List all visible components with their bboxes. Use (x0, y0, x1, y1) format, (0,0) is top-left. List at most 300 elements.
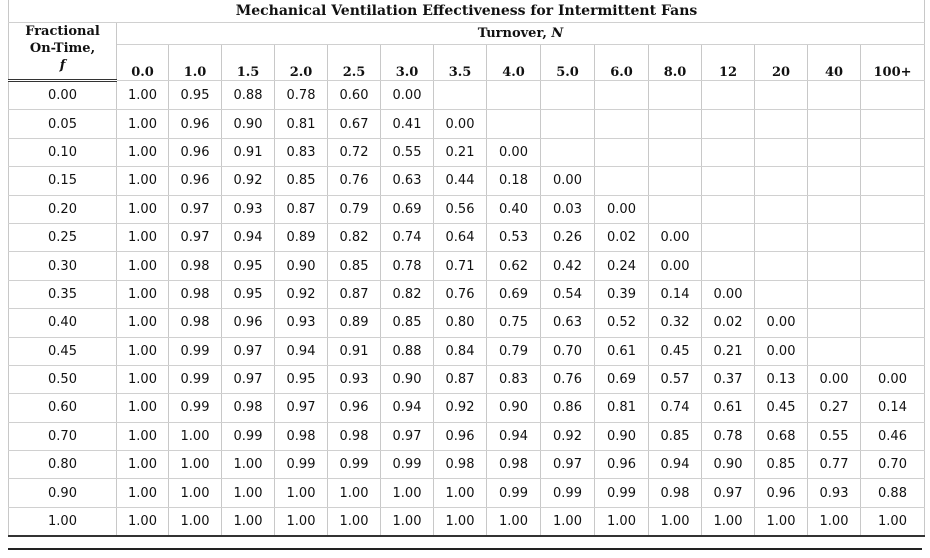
effectiveness-cell: 0.69 (595, 365, 649, 393)
effectiveness-cell: 1.00 (169, 507, 222, 536)
effectiveness-cell: 0.97 (222, 365, 275, 393)
effectiveness-cell (595, 167, 649, 195)
effectiveness-cell: 1.00 (222, 479, 275, 507)
effectiveness-cell: 0.92 (434, 394, 487, 422)
effectiveness-cell: 0.94 (222, 223, 275, 251)
effectiveness-cell: 1.00 (649, 507, 702, 536)
effectiveness-cell: 1.00 (117, 365, 169, 393)
effectiveness-cell: 0.54 (541, 280, 595, 308)
effectiveness-cell: 0.89 (328, 309, 381, 337)
effectiveness-cell: 1.00 (117, 479, 169, 507)
effectiveness-cell: 0.69 (487, 280, 541, 308)
effectiveness-cell (755, 167, 808, 195)
effectiveness-cell: 0.99 (222, 422, 275, 450)
effectiveness-cell: 1.00 (222, 451, 275, 479)
effectiveness-cell: 0.67 (328, 110, 381, 138)
fractional-on-time-cell: 0.90 (9, 479, 117, 507)
effectiveness-cell: 0.98 (275, 422, 328, 450)
bottom-rule (8, 548, 922, 550)
effectiveness-cell: 0.77 (808, 451, 861, 479)
effectiveness-cell: 0.21 (702, 337, 755, 365)
effectiveness-cell: 0.87 (328, 280, 381, 308)
effectiveness-cell: 0.13 (755, 365, 808, 393)
effectiveness-cell: 0.88 (222, 81, 275, 110)
effectiveness-cell (702, 138, 755, 166)
effectiveness-cell: 0.79 (487, 337, 541, 365)
effectiveness-cell: 0.32 (649, 309, 702, 337)
table-row (9, 138, 925, 166)
column-header: 5.0 (541, 45, 595, 81)
effectiveness-cell: 0.74 (381, 223, 434, 251)
effectiveness-cell (702, 110, 755, 138)
effectiveness-cell (649, 138, 702, 166)
table-row (9, 223, 925, 251)
effectiveness-cell: 0.44 (434, 167, 487, 195)
effectiveness-cell: 0.52 (595, 309, 649, 337)
column-header: 2.0 (275, 45, 328, 81)
effectiveness-cell: 0.95 (169, 81, 222, 110)
effectiveness-cell: 0.55 (381, 138, 434, 166)
effectiveness-cell (649, 110, 702, 138)
effectiveness-cell: 0.92 (541, 422, 595, 450)
effectiveness-cell (702, 252, 755, 280)
effectiveness-cell (861, 252, 925, 280)
effectiveness-cell: 0.00 (434, 110, 487, 138)
effectiveness-cell (861, 195, 925, 223)
effectiveness-cell: 0.55 (808, 422, 861, 450)
effectiveness-cell: 1.00 (275, 507, 328, 536)
effectiveness-cell: 0.82 (328, 223, 381, 251)
column-header: 12 (702, 45, 755, 81)
effectiveness-cell: 0.63 (541, 309, 595, 337)
effectiveness-cell: 0.99 (169, 365, 222, 393)
effectiveness-cell (808, 280, 861, 308)
effectiveness-cell (755, 81, 808, 110)
effectiveness-cell: 0.93 (328, 365, 381, 393)
effectiveness-cell: 0.93 (275, 309, 328, 337)
effectiveness-cell: 0.92 (275, 280, 328, 308)
effectiveness-cell: 0.80 (434, 309, 487, 337)
effectiveness-cell: 1.00 (541, 507, 595, 536)
effectiveness-cell (808, 138, 861, 166)
effectiveness-cell: 0.98 (434, 451, 487, 479)
effectiveness-cell: 0.90 (275, 252, 328, 280)
effectiveness-cell: 0.68 (755, 422, 808, 450)
effectiveness-cell: 0.60 (328, 81, 381, 110)
effectiveness-cell: 0.99 (487, 479, 541, 507)
effectiveness-cell: 1.00 (275, 479, 328, 507)
column-header: 3.5 (434, 45, 487, 81)
table-row (9, 337, 925, 365)
effectiveness-cell: 0.84 (434, 337, 487, 365)
turnover-symbol: N (551, 26, 564, 41)
effectiveness-cell: 0.98 (328, 422, 381, 450)
effectiveness-cell: 0.98 (649, 479, 702, 507)
effectiveness-cell: 0.98 (487, 451, 541, 479)
effectiveness-cell: 0.97 (222, 337, 275, 365)
table-row (9, 81, 925, 110)
column-header: 3.0 (381, 45, 434, 81)
effectiveness-cell: 0.88 (381, 337, 434, 365)
effectiveness-cell (808, 110, 861, 138)
effectiveness-cell: 0.00 (755, 337, 808, 365)
effectiveness-cell: 0.97 (541, 451, 595, 479)
effectiveness-cell (861, 309, 925, 337)
effectiveness-cell: 0.99 (169, 337, 222, 365)
effectiveness-cell: 0.96 (755, 479, 808, 507)
effectiveness-cell: 1.00 (117, 394, 169, 422)
effectiveness-cell: 0.99 (169, 394, 222, 422)
effectiveness-cell: 0.99 (328, 451, 381, 479)
effectiveness-cell: 1.00 (117, 451, 169, 479)
effectiveness-cell: 1.00 (755, 507, 808, 536)
effectiveness-cell: 1.00 (487, 507, 541, 536)
fractional-on-time-cell: 0.40 (9, 309, 117, 337)
effectiveness-cell: 1.00 (117, 167, 169, 195)
effectiveness-cell (861, 337, 925, 365)
effectiveness-cell: 0.96 (328, 394, 381, 422)
effectiveness-cell: 0.90 (702, 451, 755, 479)
effectiveness-cell: 1.00 (169, 451, 222, 479)
fractional-on-time-cell: 0.10 (9, 138, 117, 166)
effectiveness-cell: 0.98 (169, 280, 222, 308)
effectiveness-cell (861, 223, 925, 251)
effectiveness-cell: 1.00 (117, 138, 169, 166)
effectiveness-cell (808, 309, 861, 337)
effectiveness-cell (808, 167, 861, 195)
column-header: 4.0 (487, 45, 541, 81)
effectiveness-cell: 1.00 (117, 252, 169, 280)
effectiveness-cell (755, 280, 808, 308)
effectiveness-cell: 1.00 (222, 507, 275, 536)
corner-line1: Fractional (25, 24, 100, 39)
effectiveness-cell: 0.24 (595, 252, 649, 280)
fractional-on-time-cell: 0.50 (9, 365, 117, 393)
effectiveness-cell: 0.61 (702, 394, 755, 422)
effectiveness-cell: 0.00 (808, 365, 861, 393)
effectiveness-cell: 0.95 (222, 252, 275, 280)
effectiveness-cell (755, 195, 808, 223)
effectiveness-cell (595, 110, 649, 138)
turnover-label: Turnover, (477, 26, 552, 41)
effectiveness-cell: 0.71 (434, 252, 487, 280)
effectiveness-cell: 0.79 (328, 195, 381, 223)
effectiveness-cell: 0.92 (222, 167, 275, 195)
effectiveness-cell: 0.64 (434, 223, 487, 251)
effectiveness-cell: 0.00 (381, 81, 434, 110)
effectiveness-cell: 0.93 (808, 479, 861, 507)
effectiveness-cell (434, 81, 487, 110)
effectiveness-cell (808, 81, 861, 110)
effectiveness-cell: 0.91 (222, 138, 275, 166)
effectiveness-cell: 0.96 (169, 110, 222, 138)
fractional-on-time-cell: 0.30 (9, 252, 117, 280)
effectiveness-cell: 0.90 (381, 365, 434, 393)
effectiveness-cell: 0.98 (169, 309, 222, 337)
effectiveness-cell: 1.00 (808, 507, 861, 536)
effectiveness-cell: 0.97 (702, 479, 755, 507)
effectiveness-cell: 0.78 (275, 81, 328, 110)
effectiveness-cell: 0.87 (434, 365, 487, 393)
fractional-on-time-cell: 0.05 (9, 110, 117, 138)
effectiveness-cell (487, 110, 541, 138)
effectiveness-cell: 0.76 (434, 280, 487, 308)
effectiveness-cell: 0.99 (541, 479, 595, 507)
table-row (9, 365, 925, 393)
effectiveness-cell: 0.21 (434, 138, 487, 166)
effectiveness-cell: 0.96 (222, 309, 275, 337)
effectiveness-cell (808, 223, 861, 251)
effectiveness-cell: 1.00 (117, 337, 169, 365)
effectiveness-cell: 0.76 (328, 167, 381, 195)
effectiveness-cell: 0.85 (328, 252, 381, 280)
effectiveness-cell: 0.91 (328, 337, 381, 365)
effectiveness-cell: 0.90 (595, 422, 649, 450)
effectiveness-cell (649, 195, 702, 223)
effectiveness-cell: 1.00 (117, 81, 169, 110)
table-row (9, 280, 925, 308)
effectiveness-cell (702, 223, 755, 251)
table-row (9, 195, 925, 223)
fractional-on-time-header (9, 23, 117, 81)
effectiveness-cell (702, 167, 755, 195)
effectiveness-cell: 0.41 (381, 110, 434, 138)
column-header: 2.5 (328, 45, 381, 81)
effectiveness-cell: 0.70 (861, 451, 925, 479)
effectiveness-cell: 1.00 (434, 479, 487, 507)
table-row (9, 422, 925, 450)
effectiveness-cell: 0.63 (381, 167, 434, 195)
effectiveness-cell (861, 167, 925, 195)
effectiveness-cell: 0.96 (595, 451, 649, 479)
table-row (9, 110, 925, 138)
effectiveness-cell (541, 81, 595, 110)
table-row (9, 451, 925, 479)
effectiveness-cell (755, 223, 808, 251)
effectiveness-cell: 0.27 (808, 394, 861, 422)
fractional-on-time-cell: 0.45 (9, 337, 117, 365)
effectiveness-cell (808, 195, 861, 223)
effectiveness-cell: 1.00 (702, 507, 755, 536)
fractional-on-time-cell: 0.25 (9, 223, 117, 251)
effectiveness-cell: 1.00 (117, 280, 169, 308)
effectiveness-cell: 0.83 (487, 365, 541, 393)
effectiveness-cell (541, 110, 595, 138)
effectiveness-cell: 0.97 (169, 195, 222, 223)
effectiveness-cell: 1.00 (169, 422, 222, 450)
effectiveness-cell: 0.00 (649, 252, 702, 280)
effectiveness-cell (861, 280, 925, 308)
effectiveness-cell: 0.42 (541, 252, 595, 280)
effectiveness-cell: 1.00 (117, 507, 169, 536)
ventilation-table-container (8, 0, 922, 537)
column-header: 1.0 (169, 45, 222, 81)
effectiveness-cell: 1.00 (117, 223, 169, 251)
effectiveness-cell: 0.78 (381, 252, 434, 280)
effectiveness-cell (541, 138, 595, 166)
effectiveness-cell: 1.00 (595, 507, 649, 536)
effectiveness-cell: 0.86 (541, 394, 595, 422)
effectiveness-cell: 1.00 (861, 507, 925, 536)
effectiveness-cell: 0.83 (275, 138, 328, 166)
effectiveness-cell: 0.95 (222, 280, 275, 308)
effectiveness-cell: 0.00 (755, 309, 808, 337)
effectiveness-cell (595, 138, 649, 166)
effectiveness-cell: 0.39 (595, 280, 649, 308)
effectiveness-cell: 0.99 (595, 479, 649, 507)
effectiveness-cell: 1.00 (434, 507, 487, 536)
effectiveness-cell (755, 252, 808, 280)
effectiveness-cell: 0.74 (649, 394, 702, 422)
effectiveness-cell: 0.98 (169, 252, 222, 280)
effectiveness-cell: 0.97 (275, 394, 328, 422)
effectiveness-cell: 0.70 (541, 337, 595, 365)
effectiveness-cell: 0.96 (434, 422, 487, 450)
fractional-on-time-cell: 0.20 (9, 195, 117, 223)
table-row (9, 167, 925, 195)
fractional-on-time-cell: 0.00 (9, 81, 117, 110)
effectiveness-cell: 0.00 (541, 167, 595, 195)
effectiveness-cell: 0.26 (541, 223, 595, 251)
effectiveness-cell: 0.56 (434, 195, 487, 223)
effectiveness-cell (649, 81, 702, 110)
effectiveness-cell (861, 138, 925, 166)
fractional-on-time-cell: 1.00 (9, 507, 117, 536)
effectiveness-cell: 0.00 (861, 365, 925, 393)
effectiveness-cell: 0.00 (702, 280, 755, 308)
table-body (9, 81, 925, 537)
effectiveness-cell: 0.93 (222, 195, 275, 223)
effectiveness-cell: 0.46 (861, 422, 925, 450)
effectiveness-cell: 0.18 (487, 167, 541, 195)
column-header: 1.5 (222, 45, 275, 81)
effectiveness-cell: 0.45 (755, 394, 808, 422)
effectiveness-cell: 0.85 (755, 451, 808, 479)
effectiveness-cell: 0.97 (169, 223, 222, 251)
effectiveness-cell (755, 110, 808, 138)
effectiveness-cell: 0.95 (275, 365, 328, 393)
effectiveness-cell (487, 81, 541, 110)
column-header: 8.0 (649, 45, 702, 81)
effectiveness-cell: 0.85 (381, 309, 434, 337)
column-header: 0.0 (117, 45, 169, 81)
fractional-on-time-cell: 0.60 (9, 394, 117, 422)
table-row (9, 507, 925, 536)
effectiveness-cell (808, 337, 861, 365)
column-header: 40 (808, 45, 861, 81)
effectiveness-cell (755, 138, 808, 166)
table-title: Mechanical Ventilation Effectiveness for Intermittent Fans (9, 0, 925, 23)
effectiveness-cell: 0.81 (275, 110, 328, 138)
effectiveness-cell: 0.00 (649, 223, 702, 251)
column-header: 20 (755, 45, 808, 81)
table-row (9, 479, 925, 507)
effectiveness-cell: 1.00 (328, 507, 381, 536)
fractional-on-time-cell: 0.35 (9, 280, 117, 308)
effectiveness-cell (702, 81, 755, 110)
effectiveness-cell: 0.02 (595, 223, 649, 251)
corner-line2: On-Time, (29, 41, 96, 56)
effectiveness-cell: 1.00 (117, 422, 169, 450)
column-header: 100+ (861, 45, 925, 81)
effectiveness-cell: 0.00 (487, 138, 541, 166)
effectiveness-cell (861, 110, 925, 138)
effectiveness-cell: 0.98 (222, 394, 275, 422)
effectiveness-cell: 0.14 (861, 394, 925, 422)
effectiveness-cell: 0.75 (487, 309, 541, 337)
effectiveness-cell (808, 252, 861, 280)
effectiveness-cell: 0.37 (702, 365, 755, 393)
effectiveness-cell (649, 167, 702, 195)
effectiveness-cell: 0.82 (381, 280, 434, 308)
effectiveness-cell: 0.94 (649, 451, 702, 479)
effectiveness-cell: 0.76 (541, 365, 595, 393)
effectiveness-cell: 0.61 (595, 337, 649, 365)
effectiveness-cell: 0.40 (487, 195, 541, 223)
effectiveness-cell (861, 81, 925, 110)
effectiveness-cell: 0.85 (649, 422, 702, 450)
effectiveness-cell: 0.78 (702, 422, 755, 450)
effectiveness-cell (595, 81, 649, 110)
effectiveness-cell: 0.69 (381, 195, 434, 223)
effectiveness-cell: 0.57 (649, 365, 702, 393)
effectiveness-cell: 0.03 (541, 195, 595, 223)
table-row (9, 252, 925, 280)
effectiveness-cell: 0.96 (169, 167, 222, 195)
effectiveness-cell: 0.14 (649, 280, 702, 308)
table-row (9, 309, 925, 337)
effectiveness-cell: 0.85 (275, 167, 328, 195)
column-header: 6.0 (595, 45, 649, 81)
effectiveness-cell: 0.94 (487, 422, 541, 450)
effectiveness-cell: 0.94 (381, 394, 434, 422)
effectiveness-cell: 0.02 (702, 309, 755, 337)
effectiveness-cell: 0.94 (275, 337, 328, 365)
effectiveness-cell: 0.90 (487, 394, 541, 422)
fractional-on-time-cell: 0.70 (9, 422, 117, 450)
effectiveness-cell: 0.88 (861, 479, 925, 507)
effectiveness-cell: 1.00 (381, 507, 434, 536)
effectiveness-cell: 1.00 (117, 110, 169, 138)
effectiveness-cell: 0.99 (275, 451, 328, 479)
effectiveness-cell: 1.00 (117, 195, 169, 223)
effectiveness-cell: 1.00 (381, 479, 434, 507)
effectiveness-cell: 0.89 (275, 223, 328, 251)
effectiveness-cell: 0.45 (649, 337, 702, 365)
effectiveness-cell: 1.00 (328, 479, 381, 507)
effectiveness-cell: 0.00 (595, 195, 649, 223)
effectiveness-cell: 1.00 (117, 309, 169, 337)
turnover-header (117, 23, 925, 45)
effectiveness-cell: 0.53 (487, 223, 541, 251)
effectiveness-cell: 0.97 (381, 422, 434, 450)
effectiveness-cell: 0.99 (381, 451, 434, 479)
corner-symbol: f (59, 58, 66, 73)
fractional-on-time-cell: 0.15 (9, 167, 117, 195)
turnover-values-row (9, 45, 925, 81)
fractional-on-time-cell: 0.80 (9, 451, 117, 479)
effectiveness-cell: 1.00 (169, 479, 222, 507)
effectiveness-cell: 0.90 (222, 110, 275, 138)
effectiveness-cell: 0.62 (487, 252, 541, 280)
effectiveness-cell: 0.81 (595, 394, 649, 422)
table-row (9, 394, 925, 422)
ventilation-effectiveness-table (8, 0, 925, 537)
effectiveness-cell: 0.96 (169, 138, 222, 166)
effectiveness-cell: 0.72 (328, 138, 381, 166)
effectiveness-cell (702, 195, 755, 223)
effectiveness-cell: 0.87 (275, 195, 328, 223)
